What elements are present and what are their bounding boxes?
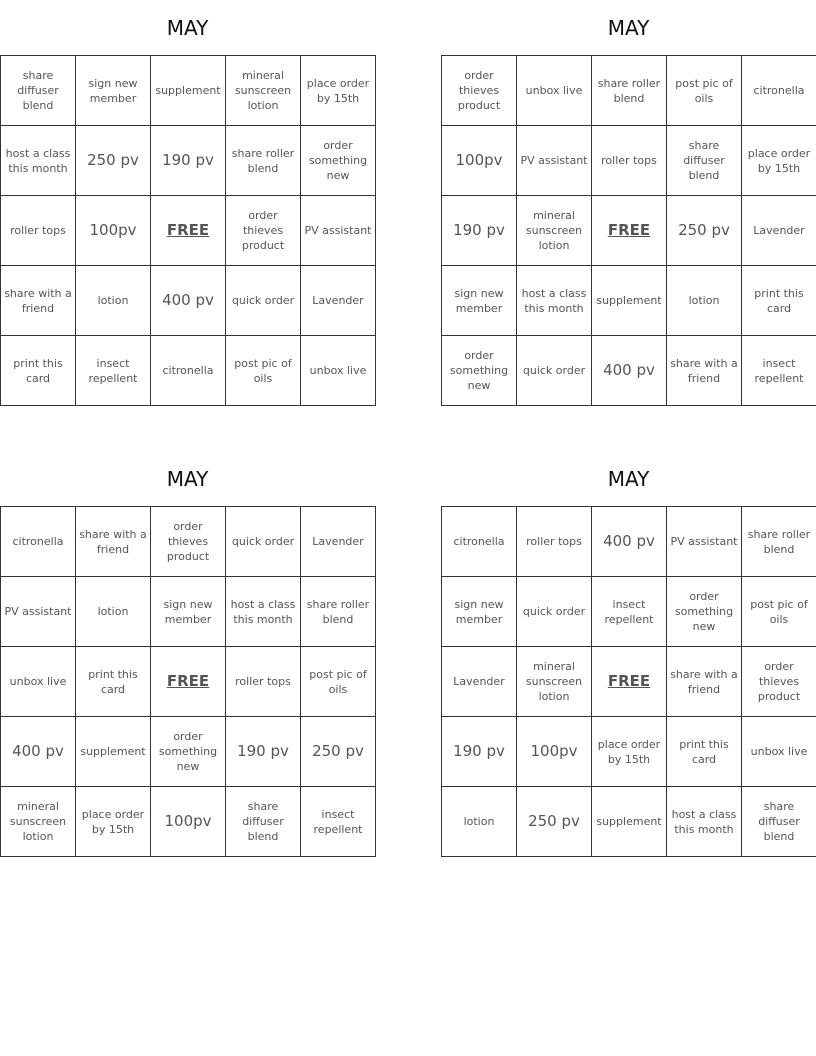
bingo-cell: roller tops: [517, 507, 592, 577]
bingo-cell: unbox live: [742, 717, 816, 787]
bingo-cell: lotion: [76, 577, 151, 647]
bingo-cell: insect repellent: [301, 787, 376, 857]
bingo-row: [1, 266, 376, 336]
bingo-cell: 190 pv: [442, 196, 517, 266]
bingo-cell: order something new: [667, 577, 742, 647]
bingo-cell: insect repellent: [742, 336, 816, 406]
bingo-cell: Lavender: [442, 647, 517, 717]
bingo-cell: Lavender: [301, 507, 376, 577]
bingo-cell: supplement: [151, 56, 226, 126]
bingo-cell: roller tops: [592, 126, 667, 196]
bingo-cell: unbox live: [1, 647, 76, 717]
bingo-cell: order thieves product: [226, 196, 301, 266]
card-title: MAY: [166, 467, 209, 491]
bingo-cell: 190 pv: [442, 717, 517, 787]
bingo-row: [442, 647, 816, 717]
bingo-row: [1, 56, 376, 126]
bingo-cell: 100pv: [517, 717, 592, 787]
bingo-cell: host a class this month: [667, 787, 742, 857]
bingo-grid: [0, 55, 376, 406]
bingo-cell: 400 pv: [1, 717, 76, 787]
bingo-cell: Lavender: [742, 196, 816, 266]
bingo-cell: share diffuser blend: [226, 787, 301, 857]
bingo-cell: 250 pv: [517, 787, 592, 857]
bingo-cell: mineral sunscreen lotion: [517, 647, 592, 717]
bingo-cell: PV assistant: [517, 126, 592, 196]
bingo-cell: roller tops: [226, 647, 301, 717]
bingo-cell: share roller blend: [226, 126, 301, 196]
bingo-cell: 100pv: [151, 787, 226, 857]
bingo-cell: 190 pv: [226, 717, 301, 787]
bingo-cell: order something new: [442, 336, 517, 406]
bingo-cell: order thieves product: [742, 647, 816, 717]
bingo-cell: host a class this month: [1, 126, 76, 196]
bingo-row: [442, 266, 816, 336]
bingo-row: [1, 717, 376, 787]
bingo-row: [442, 196, 816, 266]
card-title: MAY: [166, 16, 209, 40]
bingo-row: [442, 507, 816, 577]
bingo-row: [442, 336, 816, 406]
bingo-row: [1, 647, 376, 717]
bingo-cell: unbox live: [301, 336, 376, 406]
bingo-row: [1, 336, 376, 406]
free-space: FREE: [592, 196, 667, 266]
bingo-row: [1, 787, 376, 857]
bingo-cell: share diffuser blend: [742, 787, 816, 857]
bingo-cell: quick order: [517, 577, 592, 647]
bingo-cell: 100pv: [442, 126, 517, 196]
bingo-row: [442, 56, 816, 126]
bingo-cell: order something new: [301, 126, 376, 196]
bingo-cell: 100pv: [76, 196, 151, 266]
bingo-cell: place order by 15th: [76, 787, 151, 857]
bingo-cell: 400 pv: [592, 336, 667, 406]
bingo-cell: share roller blend: [301, 577, 376, 647]
bingo-cell: quick order: [226, 507, 301, 577]
bingo-cell: place order by 15th: [301, 56, 376, 126]
bingo-cell: lotion: [667, 266, 742, 336]
free-space: FREE: [151, 647, 226, 717]
bingo-cell: lotion: [442, 787, 517, 857]
bingo-cell: insect repellent: [76, 336, 151, 406]
card-title: MAY: [607, 16, 650, 40]
bingo-cell: sign new member: [442, 577, 517, 647]
bingo-cell: print this card: [742, 266, 816, 336]
bingo-cell: roller tops: [1, 196, 76, 266]
bingo-cell: post pic of oils: [226, 336, 301, 406]
bingo-cell: share diffuser blend: [667, 126, 742, 196]
bingo-cell: supplement: [592, 266, 667, 336]
bingo-cell: sign new member: [151, 577, 226, 647]
bingo-cell: insect repellent: [592, 577, 667, 647]
bingo-cell: mineral sunscreen lotion: [226, 56, 301, 126]
bingo-cell: print this card: [76, 647, 151, 717]
bingo-row: [1, 577, 376, 647]
bingo-row: [1, 196, 376, 266]
bingo-cell: 250 pv: [76, 126, 151, 196]
card-title: MAY: [607, 467, 650, 491]
bingo-cell: mineral sunscreen lotion: [1, 787, 76, 857]
bingo-cell: host a class this month: [517, 266, 592, 336]
bingo-cell: quick order: [517, 336, 592, 406]
bingo-cell: place order by 15th: [742, 126, 816, 196]
bingo-cell: print this card: [667, 717, 742, 787]
bingo-cell: quick order: [226, 266, 301, 336]
bingo-cell: share roller blend: [592, 56, 667, 126]
bingo-cell: share with a friend: [1, 266, 76, 336]
bingo-grid: [441, 55, 816, 406]
bingo-cell: share roller blend: [742, 507, 816, 577]
bingo-cell: share with a friend: [667, 336, 742, 406]
bingo-cell: sign new member: [442, 266, 517, 336]
bingo-cell: 400 pv: [151, 266, 226, 336]
bingo-row: [1, 507, 376, 577]
free-space: FREE: [151, 196, 226, 266]
bingo-row: [442, 717, 816, 787]
bingo-cell: lotion: [76, 266, 151, 336]
bingo-cell: mineral sunscreen lotion: [517, 196, 592, 266]
bingo-cell: 250 pv: [667, 196, 742, 266]
bingo-cell: PV assistant: [301, 196, 376, 266]
bingo-cell: sign new member: [76, 56, 151, 126]
bingo-cell: order thieves product: [442, 56, 517, 126]
bingo-cell: order something new: [151, 717, 226, 787]
bingo-cell: supplement: [76, 717, 151, 787]
bingo-grid: [441, 506, 816, 857]
bingo-row: [442, 577, 816, 647]
bingo-cell: citronella: [1, 507, 76, 577]
bingo-cell: post pic of oils: [742, 577, 816, 647]
free-space: FREE: [592, 647, 667, 717]
bingo-cell: unbox live: [517, 56, 592, 126]
bingo-grid: [0, 506, 376, 857]
bingo-cell: PV assistant: [667, 507, 742, 577]
bingo-cell: 250 pv: [301, 717, 376, 787]
bingo-cell: Lavender: [301, 266, 376, 336]
bingo-cell: post pic of oils: [301, 647, 376, 717]
bingo-cell: citronella: [151, 336, 226, 406]
bingo-cell: print this card: [1, 336, 76, 406]
bingo-cell: post pic of oils: [667, 56, 742, 126]
bingo-cell: share with a friend: [76, 507, 151, 577]
bingo-cell: citronella: [442, 507, 517, 577]
bingo-cell: order thieves product: [151, 507, 226, 577]
bingo-cell: host a class this month: [226, 577, 301, 647]
bingo-row: [442, 126, 816, 196]
bingo-cell: share with a friend: [667, 647, 742, 717]
bingo-cell: place order by 15th: [592, 717, 667, 787]
bingo-cell: 190 pv: [151, 126, 226, 196]
bingo-cell: 400 pv: [592, 507, 667, 577]
bingo-cell: citronella: [742, 56, 816, 126]
bingo-row: [442, 787, 816, 857]
bingo-row: [1, 126, 376, 196]
bingo-cell: share diffuser blend: [1, 56, 76, 126]
bingo-cell: PV assistant: [1, 577, 76, 647]
bingo-cell: supplement: [592, 787, 667, 857]
